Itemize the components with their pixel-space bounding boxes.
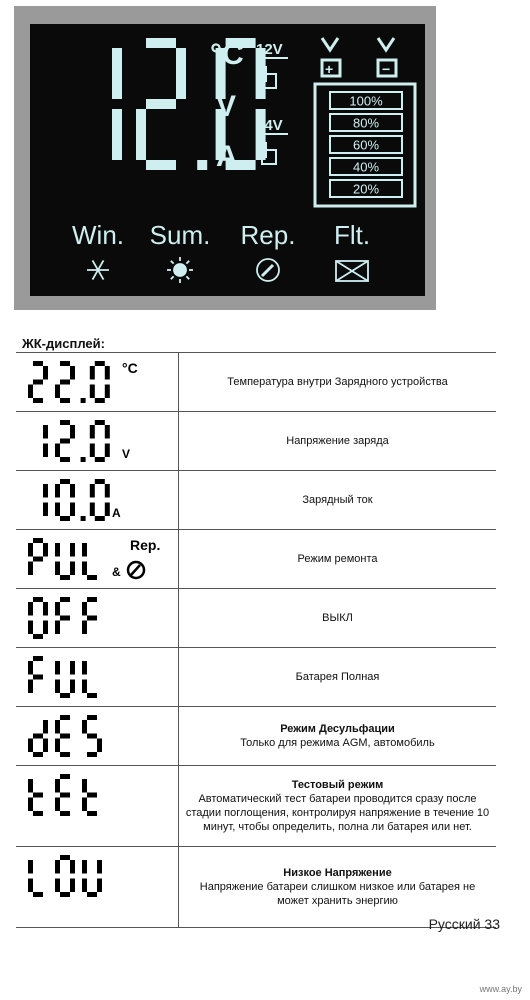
segment — [60, 793, 70, 798]
table-row — [16, 471, 496, 530]
table-row — [16, 766, 496, 847]
segment — [55, 562, 60, 576]
segment — [95, 479, 105, 484]
segment — [28, 621, 33, 635]
description-title: Режим Десульфации — [280, 723, 395, 735]
segment — [95, 361, 105, 366]
segment — [55, 739, 60, 753]
segment — [95, 457, 105, 462]
lcd-symbol — [26, 534, 176, 586]
segment — [43, 425, 48, 439]
battery-level-label: 80% — [352, 115, 380, 131]
lcd-symbol-extra: Rep. — [130, 537, 161, 553]
segment — [28, 602, 33, 616]
segment — [90, 366, 95, 380]
description-cell — [179, 847, 496, 927]
segment — [28, 680, 33, 694]
lcd-symbol — [26, 652, 176, 704]
segment — [82, 860, 87, 874]
table-row — [16, 353, 496, 412]
segment — [70, 680, 75, 694]
segment — [87, 693, 97, 698]
segment — [28, 860, 33, 874]
segment — [105, 444, 110, 458]
lcd-symbol — [26, 851, 176, 903]
segment — [87, 811, 97, 816]
mode-label: Win. — [72, 220, 124, 250]
lcd-symbol — [26, 593, 176, 645]
segment — [43, 543, 48, 557]
segment — [82, 779, 87, 793]
description-title: Низкое Напряжение — [283, 867, 392, 879]
segment — [55, 602, 60, 616]
segment — [55, 680, 60, 694]
segment — [28, 543, 33, 557]
segment — [55, 779, 60, 793]
lcd-symbol — [26, 357, 176, 409]
segment — [55, 444, 60, 458]
segment — [70, 543, 75, 557]
description-cell — [179, 648, 496, 706]
segment — [60, 616, 70, 621]
lcd-symbol-unit: A — [112, 506, 121, 520]
segment — [28, 385, 33, 399]
description-text: Напряжение батареи слишком низкое или батарея не может хранить энергию — [199, 881, 476, 907]
lcd-symbol-cell — [16, 648, 179, 706]
segment — [146, 38, 176, 48]
segment — [70, 562, 75, 576]
segment — [60, 752, 70, 757]
segment — [60, 715, 70, 720]
segment — [55, 503, 60, 517]
segment — [55, 720, 60, 734]
decimal-point — [81, 398, 86, 403]
description-cell — [179, 412, 496, 470]
description-cell — [179, 471, 496, 529]
segment — [60, 516, 70, 521]
segment — [87, 752, 97, 757]
segment — [33, 538, 43, 543]
segment — [60, 439, 70, 444]
segment — [55, 621, 60, 635]
description-text: Температура внутри Зарядного устройства — [227, 376, 448, 388]
snowflake-icon — [87, 260, 109, 279]
repair-icon — [257, 259, 279, 281]
table-row — [16, 707, 496, 766]
segment — [82, 680, 87, 694]
segment — [87, 715, 97, 720]
table-row — [16, 412, 496, 471]
page-footer: Русский 33 — [428, 916, 500, 932]
segment — [95, 420, 105, 425]
table-row — [16, 530, 496, 589]
segment — [82, 879, 87, 893]
segment — [60, 734, 70, 739]
segment — [105, 366, 110, 380]
segment — [82, 798, 87, 812]
segment — [28, 779, 33, 793]
segment — [97, 860, 102, 874]
lcd-symbol-unit: V — [122, 447, 131, 461]
segment — [55, 798, 60, 812]
segment — [33, 793, 43, 798]
lcd-legend-table — [16, 352, 496, 928]
sun-icon — [167, 257, 193, 283]
segment — [87, 734, 97, 739]
lcd-minus: − — [382, 61, 391, 77]
lcd-symbol-cell — [16, 530, 179, 588]
segment — [112, 48, 122, 99]
decimal-point — [81, 457, 86, 462]
segment — [33, 656, 43, 661]
lcd-symbol-cell — [16, 766, 179, 846]
table-row — [16, 648, 496, 707]
segment — [105, 385, 110, 399]
lcd-symbol-unit: & — [112, 565, 121, 579]
description-text: Только для режима AGM, автомобиль — [240, 737, 435, 749]
description-cell — [179, 766, 496, 846]
segment — [97, 739, 102, 753]
segment — [87, 616, 97, 621]
segment — [95, 516, 105, 521]
segment — [70, 484, 75, 498]
segment — [60, 361, 70, 366]
segment — [28, 562, 33, 576]
segment — [33, 361, 43, 366]
lcd-canvas — [30, 24, 425, 296]
segment — [55, 879, 60, 893]
lcd-unit-a: A — [216, 140, 238, 173]
segment — [33, 734, 43, 739]
description-cell — [179, 707, 496, 765]
segment — [43, 739, 48, 753]
watermark: www.ay.by — [479, 984, 522, 994]
segment — [97, 879, 102, 893]
segment — [43, 444, 48, 458]
segment — [28, 739, 33, 753]
lcd-unit-v: V — [216, 90, 237, 123]
segment — [33, 752, 43, 757]
segment — [55, 860, 60, 874]
decimal-point — [81, 516, 86, 521]
segment — [70, 366, 75, 380]
segment — [55, 543, 60, 557]
segment — [60, 811, 70, 816]
lcd-symbol-cell — [16, 412, 179, 470]
battery-level-label: 100% — [349, 93, 383, 109]
segment — [70, 860, 75, 874]
segment — [33, 675, 43, 680]
segment — [82, 602, 87, 616]
segment — [87, 793, 97, 798]
segment — [70, 425, 75, 439]
segment — [87, 597, 97, 602]
segment — [70, 503, 75, 517]
segment — [60, 693, 70, 698]
battery-level-label: 20% — [352, 181, 380, 197]
segment — [90, 425, 95, 439]
lcd-volt-12: 12V — [256, 41, 283, 58]
battery-float-icon — [336, 261, 368, 281]
segment — [60, 457, 70, 462]
segment — [70, 661, 75, 675]
segment — [33, 597, 43, 602]
segment — [33, 892, 43, 897]
segment — [28, 798, 33, 812]
segment — [60, 398, 70, 403]
lcd-display — [30, 24, 425, 296]
lcd-modes — [72, 220, 370, 283]
description-text: Режим ремонта — [297, 553, 378, 565]
description-text: Автоматический тест батареи проводится сразу после стадии поглощения, контролируя напряжение в течение 10 минут, чтобы определить, полна ли батарея или нет. — [185, 793, 490, 833]
segment — [43, 484, 48, 498]
mode-label: Sum. — [149, 220, 211, 250]
segment — [82, 562, 87, 576]
segment — [60, 380, 70, 385]
description-text: Напряжение заряда — [286, 435, 389, 447]
lcd-symbol — [26, 711, 176, 763]
battery-level-label: 40% — [352, 159, 380, 175]
segment — [55, 484, 60, 498]
segment — [176, 48, 186, 99]
repair-icon — [128, 562, 144, 578]
segment — [146, 99, 176, 109]
lcd-symbol — [26, 770, 176, 822]
segment — [90, 484, 95, 498]
battery-levels — [330, 92, 402, 197]
segment — [43, 602, 48, 616]
segment — [87, 575, 97, 580]
segment — [82, 621, 87, 635]
segment — [105, 484, 110, 498]
segment — [136, 109, 146, 160]
segment — [82, 543, 87, 557]
description-text: Зарядный ток — [302, 494, 373, 506]
section-title: ЖК-дисплей: — [22, 336, 105, 351]
description-text: Батарея Полная — [295, 671, 380, 683]
segment — [112, 109, 122, 160]
segment — [60, 855, 70, 860]
segment — [33, 398, 43, 403]
segment — [87, 892, 97, 897]
segment — [33, 634, 43, 639]
table-row — [16, 847, 496, 928]
description-cell — [179, 589, 496, 647]
segment — [70, 879, 75, 893]
segment — [105, 425, 110, 439]
segment — [55, 661, 60, 675]
description-title: Тестовый режим — [291, 779, 384, 791]
lcd-volt-24: 24V — [256, 117, 283, 134]
description-text: ВЫКЛ — [322, 612, 353, 624]
segment — [82, 720, 87, 734]
lcd-unit-c: °C — [210, 38, 244, 71]
segment — [60, 892, 70, 897]
lcd-symbol-cell — [16, 589, 179, 647]
table-row — [16, 589, 496, 648]
segment — [43, 720, 48, 734]
segment — [90, 444, 95, 458]
mode-label: Rep. — [240, 220, 296, 250]
segment — [60, 575, 70, 580]
segment — [146, 160, 176, 170]
segment — [60, 597, 70, 602]
segment — [33, 557, 43, 562]
lcd-symbol-unit: °C — [122, 360, 138, 376]
segment — [43, 366, 48, 380]
lcd-symbol — [26, 416, 176, 468]
lcd-symbol-cell — [16, 707, 179, 765]
lcd-symbol — [26, 475, 176, 527]
lcd-plus: + — [325, 61, 334, 77]
description-cell — [179, 530, 496, 588]
segment — [105, 503, 110, 517]
description-cell — [179, 353, 496, 411]
segment — [33, 811, 43, 816]
segment — [28, 661, 33, 675]
segment — [60, 479, 70, 484]
lcd-symbol-cell — [16, 353, 179, 411]
segment — [43, 621, 48, 635]
segment — [82, 661, 87, 675]
segment — [33, 380, 43, 385]
segment — [90, 385, 95, 399]
segment — [43, 503, 48, 517]
segment — [60, 420, 70, 425]
segment — [55, 385, 60, 399]
segment — [90, 503, 95, 517]
decimal-point — [197, 160, 207, 170]
segment — [28, 879, 33, 893]
segment — [60, 774, 70, 779]
lcd-symbol-cell — [16, 471, 179, 529]
mode-label: Flt. — [333, 220, 371, 250]
battery-level-label: 60% — [352, 137, 380, 153]
lcd-symbol-cell — [16, 847, 179, 927]
segment — [95, 398, 105, 403]
